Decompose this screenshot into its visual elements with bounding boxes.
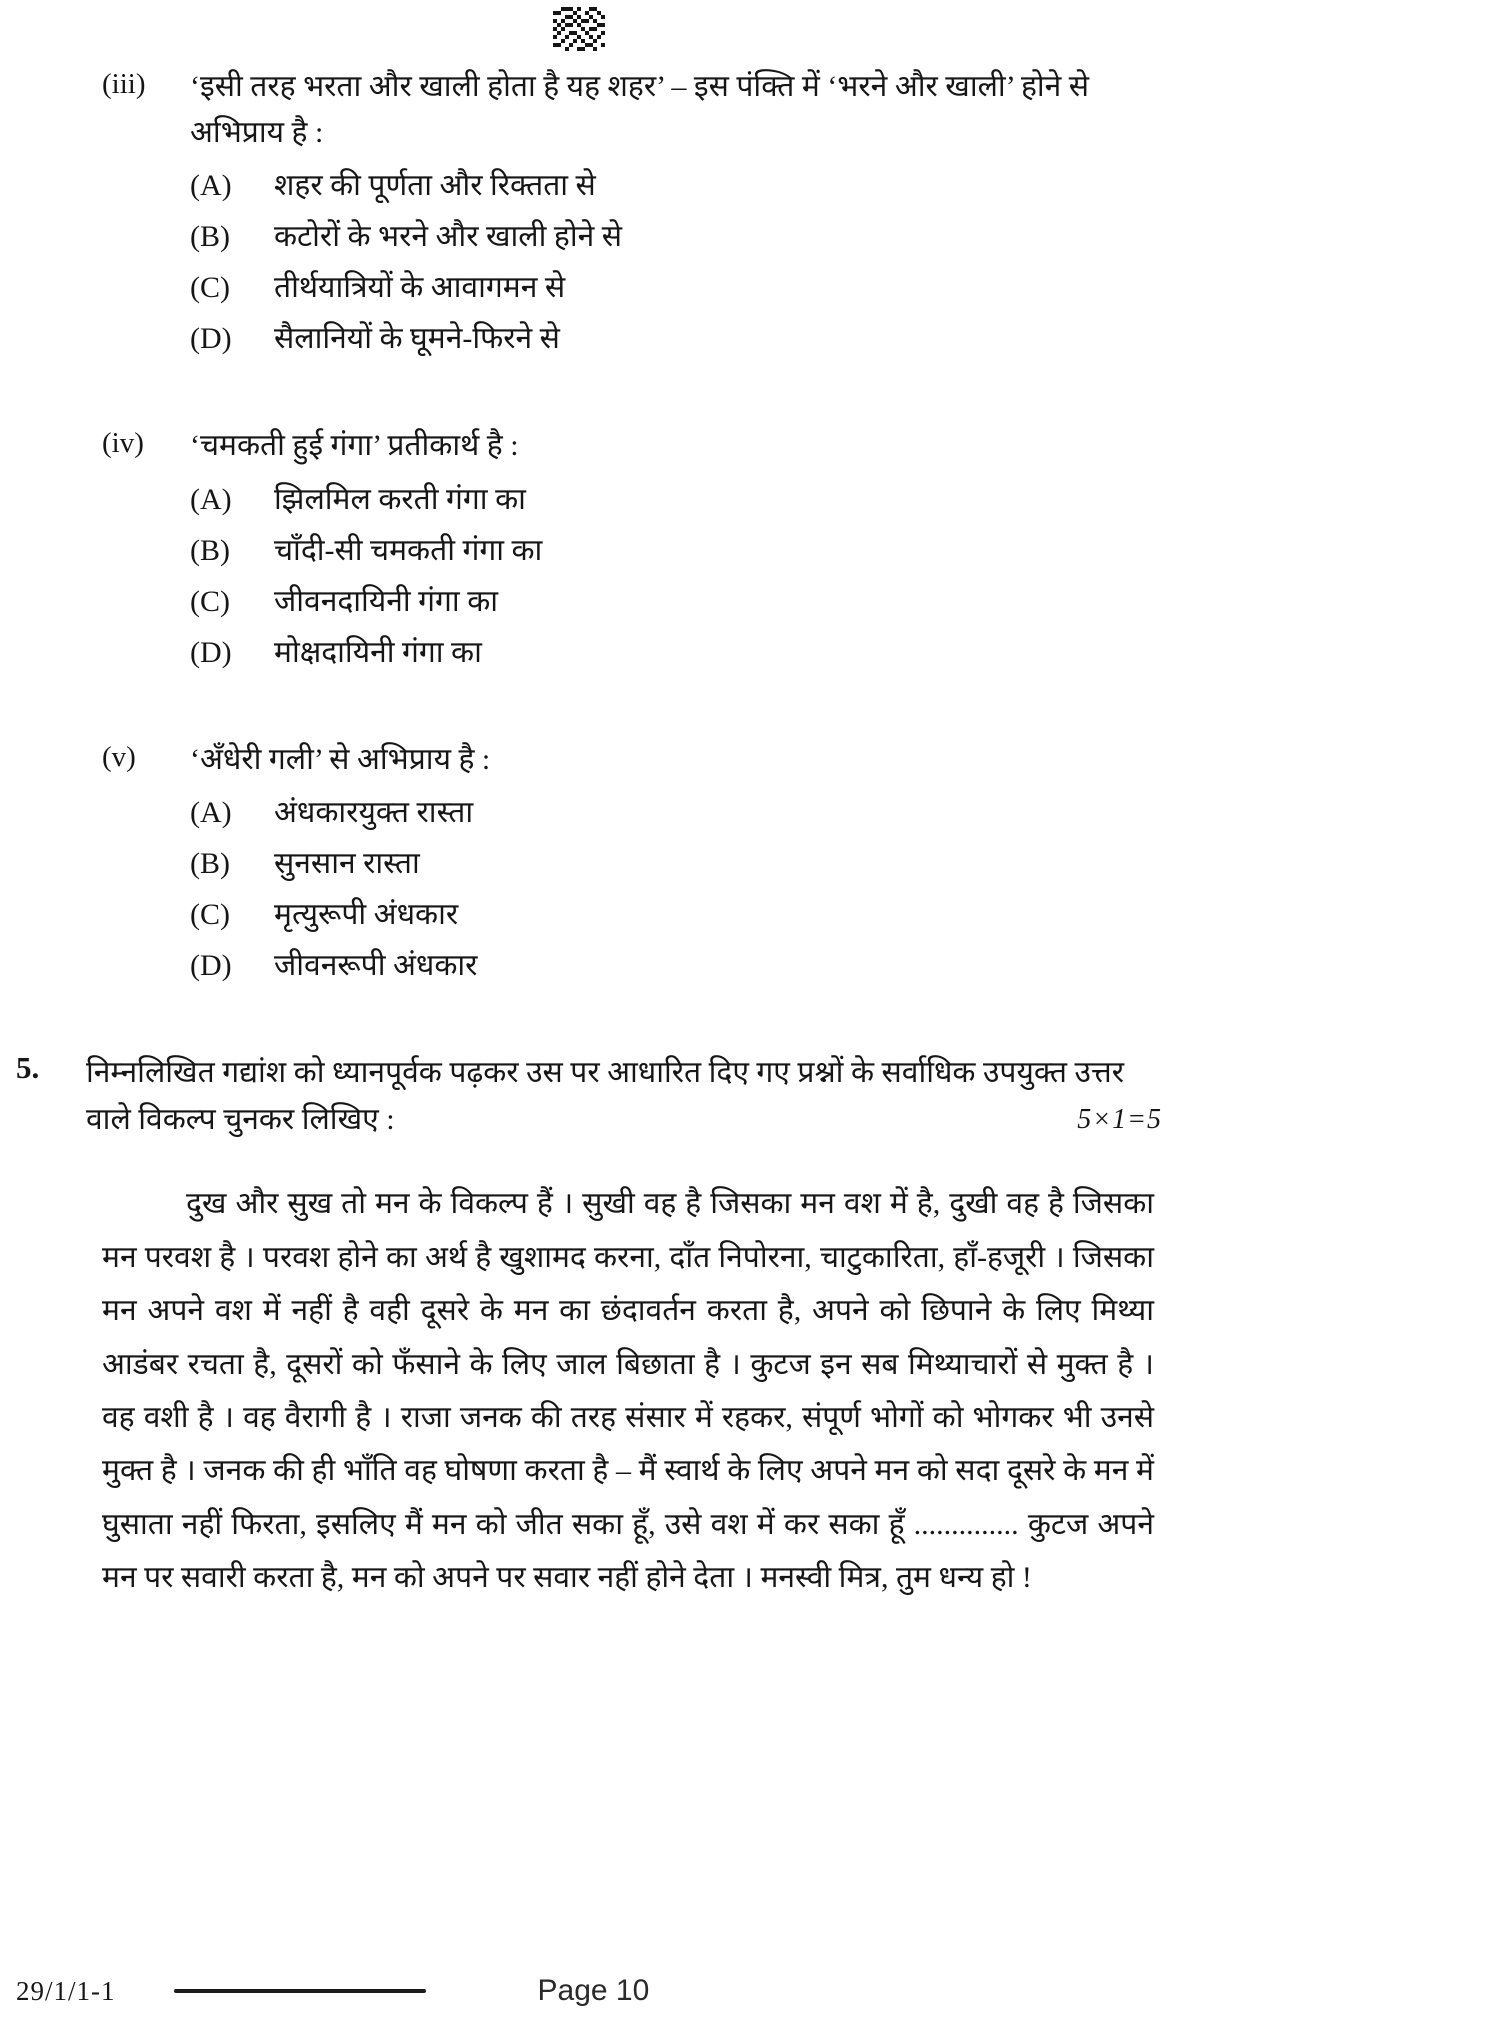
question-number: (iv) xyxy=(102,427,144,460)
footer-divider xyxy=(174,1989,426,1993)
option-row xyxy=(190,483,1168,516)
sub-question-iii xyxy=(0,64,1168,373)
sub-question-iv xyxy=(0,423,1168,687)
question-number: (iii) xyxy=(102,68,146,100)
option-text: जीवनदायिनी गंगा का xyxy=(274,584,499,618)
option-row xyxy=(190,898,1168,931)
marks-note: 5×1=5 xyxy=(1077,1103,1162,1135)
option-text: अंधकारयुक्त रास्ता xyxy=(274,796,474,830)
question-prompt: ‘अँधेरी गली’ से अभिप्राय है : xyxy=(190,742,491,776)
option-label: (B) xyxy=(190,847,230,881)
option-row xyxy=(190,322,1168,355)
option-text: सैलानियों के घूमने-फिरने से xyxy=(274,322,560,356)
question-prompt: ‘इसी तरह भरता और खाली होता है यह शहर’ – इस पंक्ति में ‘भरने और खाली’ होने से अभिप्राय है : xyxy=(190,70,1090,149)
option-label: (C) xyxy=(190,898,230,932)
option-label: (D) xyxy=(190,635,232,669)
option-text: मोक्षदायिनी गंगा का xyxy=(274,635,482,669)
option-label: (C) xyxy=(190,584,230,618)
option-row xyxy=(190,949,1168,982)
option-label: (A) xyxy=(190,796,232,830)
page-number: Page 10 xyxy=(537,1974,650,2007)
option-label: (B) xyxy=(190,220,230,254)
sub-question-v xyxy=(0,737,1168,1001)
option-row xyxy=(190,796,1168,829)
page-footer xyxy=(16,1974,649,2008)
question-number: 5. xyxy=(16,1050,40,1086)
reading-passage: दुख और सुख तो मन के विकल्प हैं । सुखी वह है जिसका मन वश में है, दुखी वह है जिसका मन परवश है । परवश होने का अर्थ है खुशामद करना, दाँत निपोरना, चाटुकारिता, हाँ-हजूरी । जिसका मन अपने वश में नहीं है वही दूसरे के मन का छंदावर्तन करता है, अपने को छिपाने के लिए मिथ्या आडंबर रचता है, दूसरों को फँसाने के लिए जाल बिछाता है । कुटज इन सब मिथ्याचारों से मुक्त है । वह वशी है । वह वैरागी है । राजा जनक की तरह संसार में रहकर, संपूर्ण भोगों को भोगकर भी उनसे मुक्त है । जनक की ही भाँति वह घोषणा करता है – मैं स्वार्थ के लिए अपने मन को सदा दूसरे के मन में घुसाता नहीं फिरता, इसलिए मैं मन को जीत सका हूँ, उसे वश में कर सका हूँ .............. कुटज अपने मन पर सवारी करता है, मन को अपने पर सवार नहीं होने देता । मनस्वी मित्र, तुम धन्य हो ! xyxy=(102,1187,1154,1595)
question-prompt: ‘चमकती हुई गंगा’ प्रतीकार्थ है : xyxy=(190,429,519,463)
option-label: (D) xyxy=(190,322,232,356)
option-text: जीवनरूपी अंधकार xyxy=(274,949,478,983)
question-prompt: निम्नलिखित गद्यांश को ध्यानपूर्वक पढ़कर उस पर आधारित दिए गए प्रश्नों के सर्वाधिक उपयुक्त उत्तर वाले विकल्प चुनकर लिखिए : xyxy=(86,1056,1124,1136)
option-text: शहर की पूर्णता और रिक्तता से xyxy=(274,169,596,203)
question-5 xyxy=(0,1050,1168,1143)
option-text: चाँदी-सी चमकती गंगा का xyxy=(274,533,543,567)
option-row xyxy=(190,847,1168,880)
question-number: (v) xyxy=(102,740,136,773)
option-row xyxy=(190,220,1168,253)
option-text: कटोरों के भरने और खाली होने से xyxy=(274,220,623,254)
paper-code: 29/1/1-1 xyxy=(16,1975,116,2006)
option-text: सुनसान रास्ता xyxy=(274,847,420,881)
options-list xyxy=(190,796,1168,982)
option-label: (B) xyxy=(190,533,230,567)
option-row xyxy=(190,271,1168,304)
option-row xyxy=(190,169,1168,202)
options-list xyxy=(190,483,1168,669)
option-row xyxy=(190,534,1168,567)
option-label: (A) xyxy=(190,169,232,203)
page-content xyxy=(0,64,1168,1605)
qr-code xyxy=(553,6,605,52)
option-text: मृत्युरूपी अंधकार xyxy=(274,898,459,932)
option-row xyxy=(190,585,1168,618)
options-list xyxy=(190,169,1168,355)
option-label: (C) xyxy=(190,271,230,305)
option-label: (D) xyxy=(190,949,232,983)
qr-code-graphic xyxy=(553,6,605,52)
option-text: तीर्थयात्रियों के आवागमन से xyxy=(274,271,566,305)
option-label: (A) xyxy=(190,482,232,516)
option-text: झिलमिल करती गंगा का xyxy=(274,482,526,516)
option-row xyxy=(190,636,1168,669)
